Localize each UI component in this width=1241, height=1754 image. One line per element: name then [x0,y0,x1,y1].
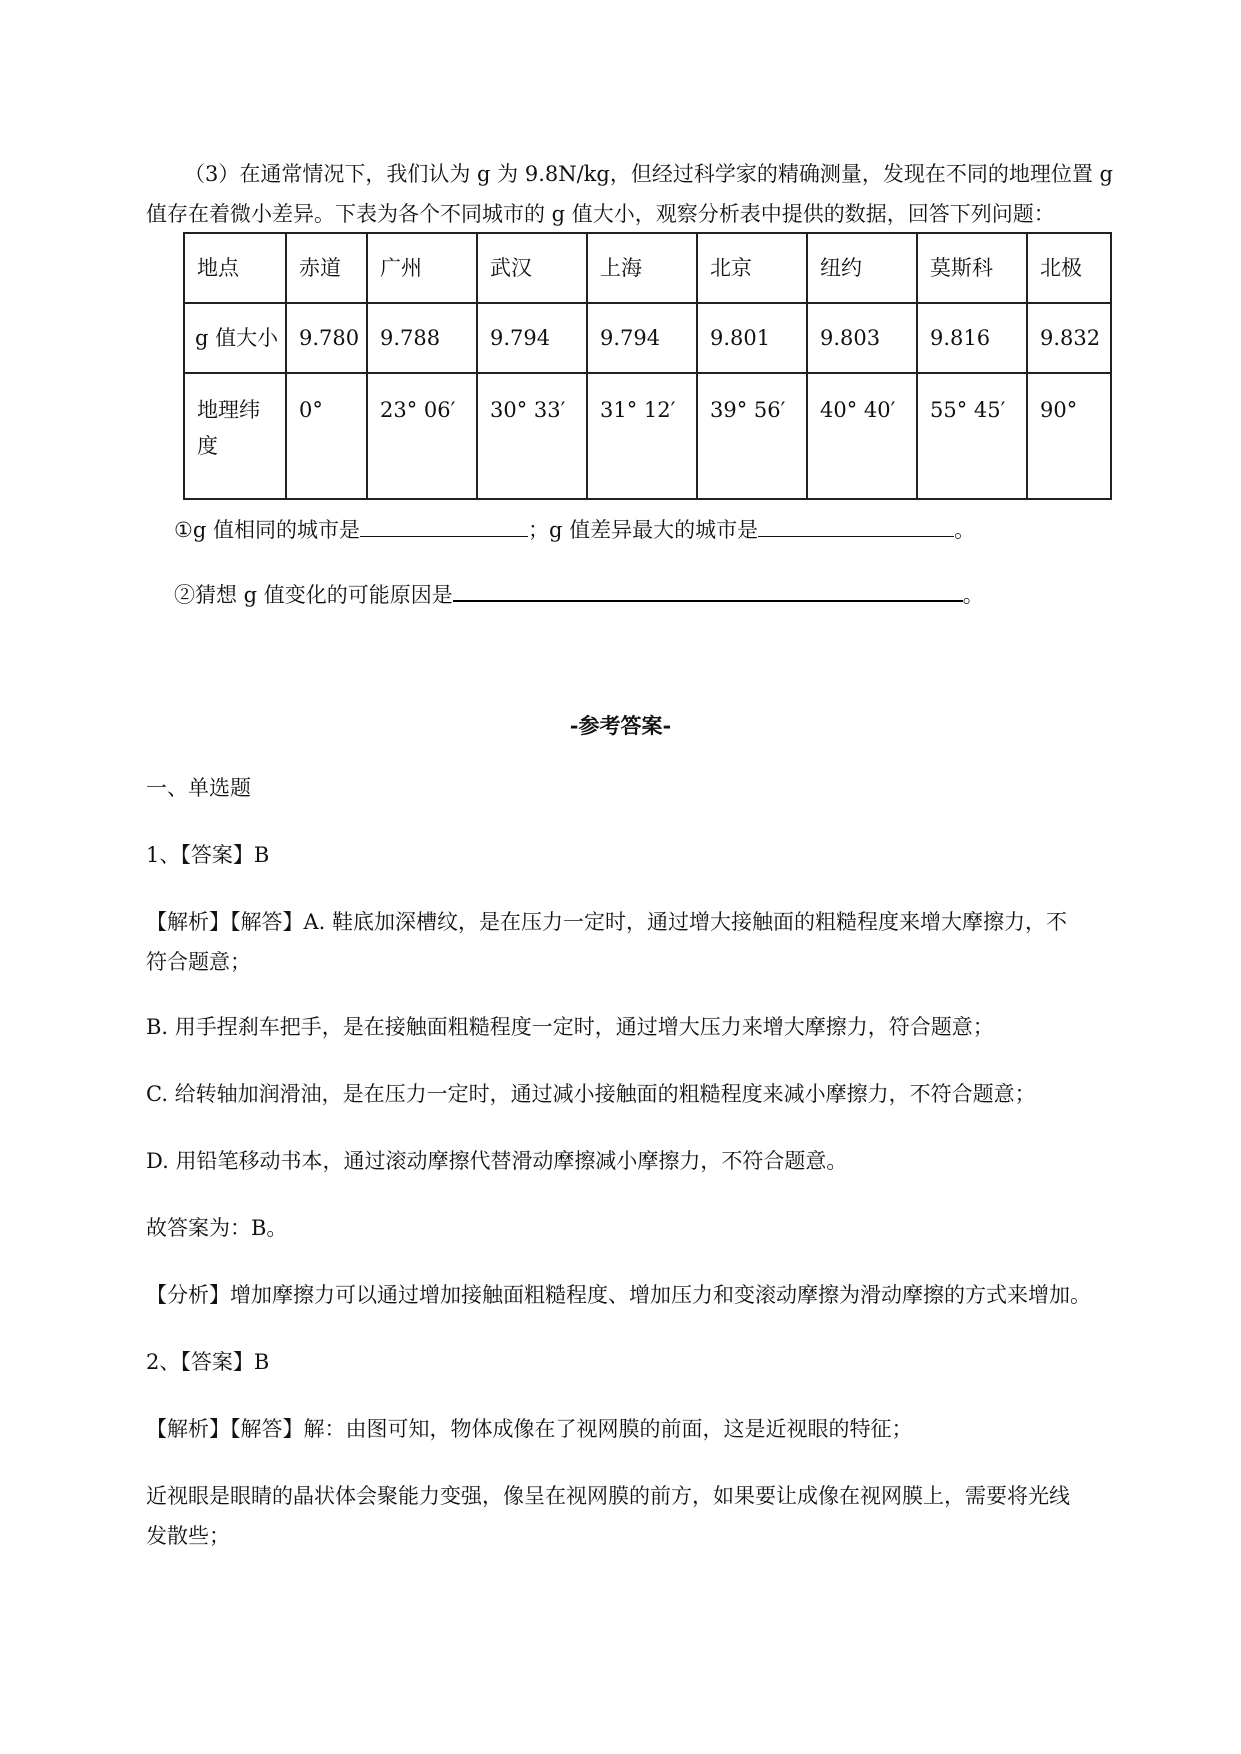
table-cell: 9.801 [697,303,807,373]
table-cell: 90° [1027,373,1111,499]
table-cell: 9.803 [807,303,917,373]
table-cell: 9.788 [367,303,477,373]
q2-explanation-line1: 近视眼是眼睛的晶状体会聚能力变强，像呈在视网膜的前方，如果要让成像在视网膜上，需要将光线 [146,1484,1070,1508]
sub-question-2-end: 。 [962,583,984,607]
table-cell: 纽约 [807,233,917,303]
question-intro-line2: 值存在着微小差异。下表为各个不同城市的 g 值大小，观察分析表中提供的数据，回答下列问题： [146,202,1055,226]
table-cell: 广州 [367,233,477,303]
q1-fenxi: 【分析】增加摩擦力可以通过增加接触面粗糙程度、增加压力和变滚动摩擦为滑动摩擦的方式来增加。 [146,1283,1091,1307]
q2-explanation-line2: 发散些； [146,1524,230,1548]
table-cell: 北京 [697,233,807,303]
table-cell: 9.794 [477,303,587,373]
table-cell: 9.794 [587,303,697,373]
table-cell: 9.780 [286,303,367,373]
table-row-g-value [184,303,1111,373]
table-cell: 30° 33′ [477,373,587,499]
q1-analysis-a [146,902,1146,982]
answer-blank-reason[interactable] [453,576,963,602]
sub-question-2-text: ②猜想 g 值变化的可能原因是 [174,583,453,607]
table-cell: 0° [286,373,367,499]
g-value-table [183,232,1112,500]
table-cell: 赤道 [286,233,367,303]
q1-option-d: D. 用铅笔移动书本，通过滚动摩擦代替滑动摩擦减小摩擦力，不符合题意。 [146,1149,848,1173]
section-title: 一、单选题 [146,776,251,800]
table-cell: 武汉 [477,233,587,303]
table-cell: 地理纬度 [184,373,286,499]
table-cell: 9.816 [917,303,1027,373]
q1-analysis-a-line2: 符合题意； [146,950,251,974]
sub-question-1-text-a: ①g 值相同的城市是 [174,518,360,542]
table-cell: 地点 [184,233,286,303]
q1-analysis-a-line1: 【解析】【解答】A. 鞋底加深槽纹，是在压力一定时，通过增大接触面的粗糙程度来增大摩擦力，不 [146,910,1068,934]
sub-question-1-text-b: ；g 值差异最大的城市是 [527,518,759,542]
answer-blank-max-diff-city[interactable] [758,512,954,537]
q2-answer: 2、【答案】B [146,1350,270,1374]
table-row-location [184,233,1111,303]
sub-question-1-end: 。 [954,518,976,542]
table-cell: 北极 [1027,233,1111,303]
q1-option-c: C. 给转轴加润滑油，是在压力一定时，通过减小接触面的粗糙程度来减小摩擦力，不符合题意； [146,1082,1036,1106]
table-row-latitude [184,373,1111,499]
answer-blank-same-city[interactable] [360,512,528,537]
q1-answer: 1、【答案】B [146,843,270,867]
table-cell: 上海 [587,233,697,303]
q2-explanation [146,1476,1146,1556]
table-cell: 23° 06′ [367,373,477,499]
q1-option-b: B. 用手捏刹车把手，是在接触面粗糙程度一定时，通过增大压力来增大摩擦力，符合题意； [146,1015,994,1039]
table-cell: 莫斯科 [917,233,1027,303]
answers-heading: -参考答案- [569,713,672,738]
table-cell: 9.832 [1027,303,1111,373]
sub-question-1 [174,510,1174,550]
question-intro-line1: （3）在通常情况下，我们认为 g 为 9.8N/kg，但经过科学家的精确测量，发现在不同的地理位置 g [184,162,1113,186]
q2-analysis: 【解析】【解答】解：由图可知，物体成像在了视网膜的前面，这是近视眼的特征； [146,1417,913,1441]
question-intro [146,154,1146,234]
table-cell: 39° 56′ [697,373,807,499]
table-cell: g 值大小 [184,303,286,373]
table-cell: 55° 45′ [917,373,1027,499]
q1-conclusion: 故答案为：B。 [146,1216,288,1240]
sub-question-2 [174,575,1174,615]
table-cell: 31° 12′ [587,373,697,499]
table-cell: 40° 40′ [807,373,917,499]
